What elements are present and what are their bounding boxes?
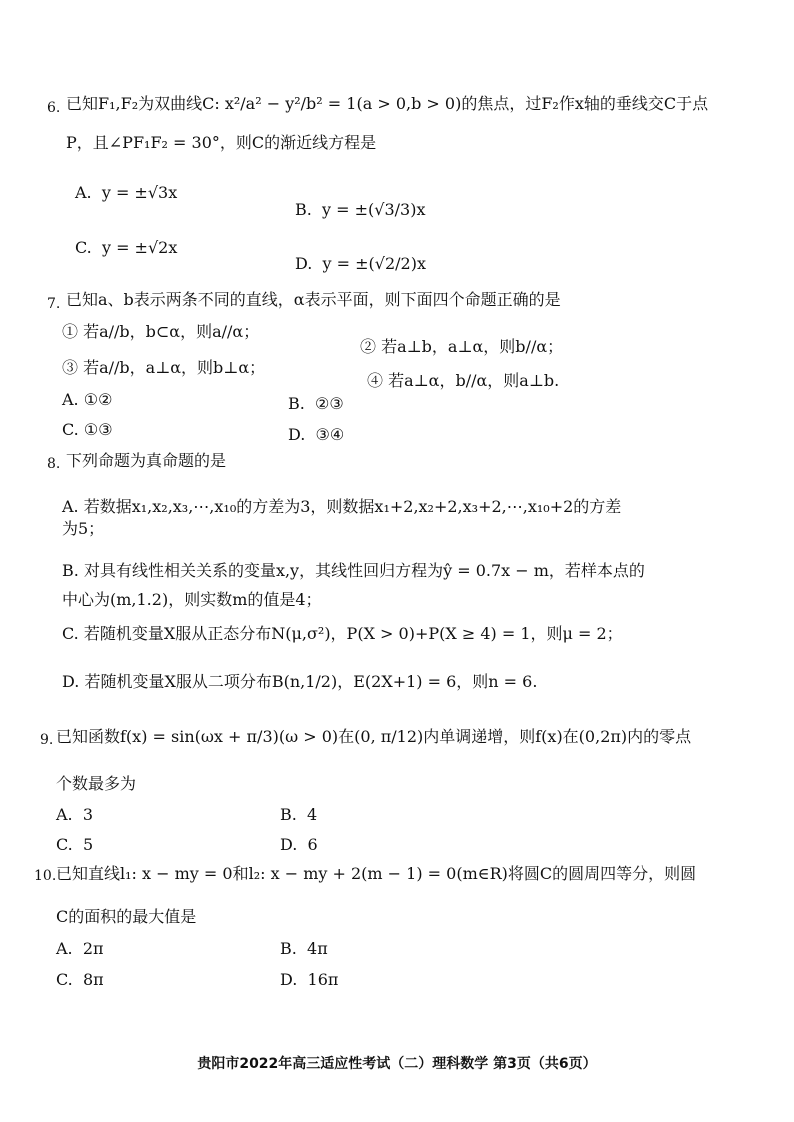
option-label: C.: [62, 420, 79, 439]
option-label: A.: [62, 390, 79, 409]
option-label: B.: [288, 394, 305, 413]
option-a: [62, 495, 621, 519]
question-number: 7.: [47, 296, 61, 312]
question-stem-line: 个数最多为: [56, 774, 137, 793]
option-text: y = ±(√3/3)x: [322, 200, 426, 219]
question-stem-line: 下列命题为真命题的是: [66, 451, 227, 470]
page-footer: 贵阳市2022年高三适应性考试（二）理科数学 第3页（共6页）: [197, 1056, 597, 1072]
option-text: ③④: [315, 425, 345, 444]
option-text: y = ±√3x: [101, 183, 178, 202]
question-stem-line: 已知函数f(x) = sin(ωx + π/3)(ω > 0)在(0, π/12)内单调递增，则f(x)在(0,2π)内的零点: [56, 727, 692, 746]
option-a: [56, 937, 104, 961]
option-b-continued: 中心为(m,1.2)，则实数m的值是4；: [62, 590, 322, 609]
option-a: [62, 388, 112, 412]
option-label: C.: [75, 238, 92, 257]
option-text: y = ±√2x: [101, 238, 178, 257]
option-c: [56, 968, 104, 992]
proposition-4: ④ 若a⊥α，b//α，则a⊥b.: [367, 371, 560, 390]
option-label: B.: [280, 939, 297, 958]
option-label: A.: [75, 183, 92, 202]
option-a: [56, 803, 93, 827]
option-label: D.: [295, 254, 313, 273]
question-number: 9.: [40, 732, 54, 748]
option-c: [75, 236, 177, 260]
option-text: 对具有线性相关关系的变量x,y，其线性回归方程为ŷ = 0.7x − m，若样本点的: [83, 561, 645, 580]
option-label: C.: [56, 970, 73, 989]
option-b: [295, 198, 426, 222]
option-text: ②③: [315, 394, 344, 413]
option-text: 4: [307, 805, 318, 824]
option-label: D.: [280, 970, 298, 989]
question-number: 8.: [47, 456, 61, 472]
option-text: 2π: [82, 939, 104, 958]
option-label: D.: [62, 672, 80, 691]
option-label: A.: [56, 939, 73, 958]
option-text: 若数据x₁,x₂,x₃,⋯,x₁₀的方差为3，则数据x₁+2,x₂+2,x₃+2,⋯,x₁₀+2的方差: [83, 497, 622, 516]
option-text: ①③: [83, 420, 113, 439]
option-text: 16π: [307, 970, 339, 989]
option-text: 5: [82, 835, 94, 854]
option-b: [280, 803, 317, 827]
question-stem-line: C的面积的最大值是: [56, 907, 197, 926]
question-stem-line: 已知F₁,F₂为双曲线C: x²/a² − y²/b² = 1(a > 0,b > 0)的焦点，过F₂作x轴的垂线交C于点: [66, 94, 709, 113]
option-text: ①②: [83, 390, 113, 409]
proposition-3: ③ 若a//b，a⊥α，则b⊥α；: [62, 358, 266, 377]
option-text: 8π: [82, 970, 104, 989]
option-label: D.: [280, 835, 298, 854]
option-b: [280, 937, 328, 961]
option-d: [295, 252, 426, 276]
option-b: [62, 559, 645, 583]
option-c: [56, 833, 93, 857]
option-label: D.: [288, 425, 306, 444]
option-label: A.: [56, 805, 73, 824]
option-label: B.: [62, 561, 79, 580]
option-d: [280, 833, 318, 857]
question-stem-line: 已知a、b表示两条不同的直线，α表示平面，则下面四个命题正确的是: [66, 290, 561, 309]
question-stem-line: 已知直线l₁: x − my = 0和l₂: x − my + 2(m − 1) = 0(m∈R)将圆C的圆周四等分，则圆: [56, 864, 697, 883]
option-label: B.: [280, 805, 297, 824]
option-text: 若随机变量X服从正态分布N(μ,σ²)，P(X > 0)+P(X ≥ 4) = 1，则μ = 2；: [83, 624, 623, 643]
option-a-continued: 为5；: [62, 519, 105, 538]
option-label: B.: [295, 200, 312, 219]
option-text: 若随机变量X服从二项分布B(n,1/2)，E(2X+1) = 6，则n = 6.: [84, 672, 538, 691]
option-label: A.: [62, 497, 79, 516]
option-label: C.: [62, 624, 79, 643]
option-label: C.: [56, 835, 73, 854]
question-stem-line: P，且∠PF₁F₂ = 30°，则C的渐近线方程是: [66, 133, 377, 152]
option-d: [280, 968, 338, 992]
option-text: 3: [82, 805, 93, 824]
question-number: 6.: [47, 100, 61, 116]
option-text: 4π: [307, 939, 328, 958]
proposition-1: ① 若a//b，b⊂α，则a//α；: [62, 322, 260, 341]
option-a: [75, 181, 177, 205]
option-text: y = ±(√2/2)x: [322, 254, 426, 273]
option-d: [288, 423, 344, 447]
option-c: [62, 418, 113, 442]
option-d: [62, 670, 537, 694]
proposition-2: ② 若a⊥b，a⊥α，则b//α；: [360, 337, 564, 356]
option-b: [288, 392, 344, 416]
option-c: [62, 622, 623, 646]
question-number: 10.: [34, 868, 57, 884]
option-text: 6: [307, 835, 318, 854]
